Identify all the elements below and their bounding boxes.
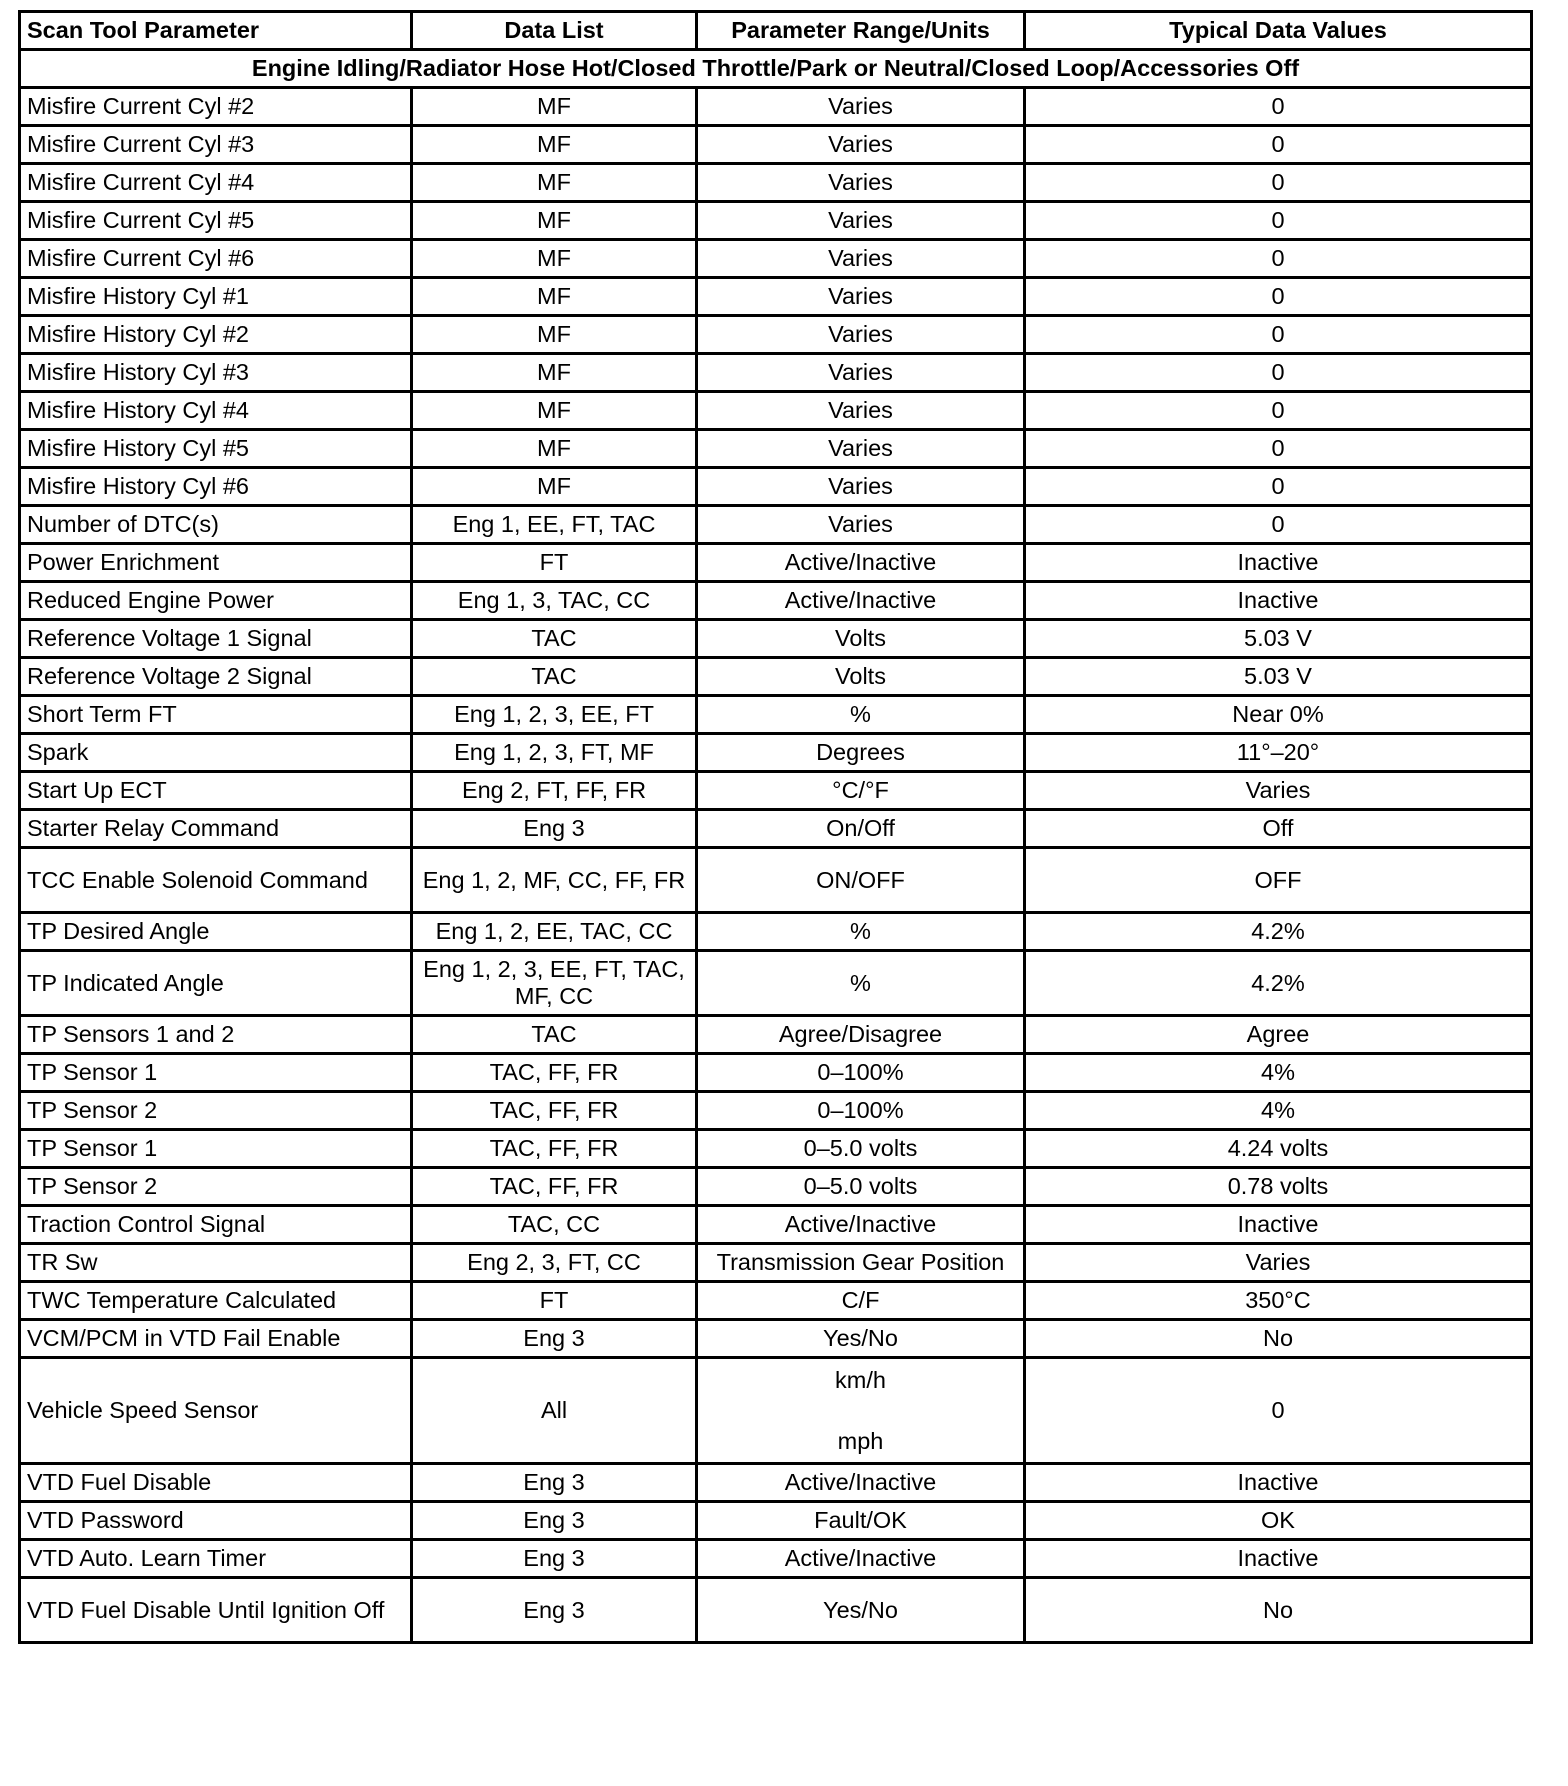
table-row — [20, 658, 1532, 696]
table-row — [20, 1092, 1532, 1130]
data-list-cell: TAC — [412, 1016, 697, 1054]
table-row — [20, 1578, 1532, 1643]
data-list-cell: TAC, FF, FR — [412, 1054, 697, 1092]
typical-value-cell: OK — [1025, 1502, 1532, 1540]
range-units-cell — [697, 1358, 1025, 1464]
table-row — [20, 544, 1532, 582]
typical-value-cell: 5.03 V — [1025, 620, 1532, 658]
typical-value-cell: 0 — [1025, 430, 1532, 468]
range-units-cell: Varies — [697, 240, 1025, 278]
range-units-cell: Varies — [697, 392, 1025, 430]
typical-value-cell: Inactive — [1025, 582, 1532, 620]
typical-value-cell: 0 — [1025, 506, 1532, 544]
data-list-cell: TAC, CC — [412, 1206, 697, 1244]
data-list-cell: Eng 1, EE, FT, TAC — [412, 506, 697, 544]
table-row — [20, 202, 1532, 240]
table-row — [20, 1168, 1532, 1206]
data-list-cell: Eng 2, FT, FF, FR — [412, 772, 697, 810]
parameter-cell: VCM/PCM in VTD Fail Enable — [20, 1320, 412, 1358]
range-units-cell: 0–5.0 volts — [697, 1130, 1025, 1168]
data-list-cell: TAC, FF, FR — [412, 1092, 697, 1130]
range-units-cell: Degrees — [697, 734, 1025, 772]
range-units-cell: Volts — [697, 620, 1025, 658]
typical-value-cell: 0 — [1025, 468, 1532, 506]
operating-condition-row — [20, 50, 1532, 88]
range-units-cell: °C/°F — [697, 772, 1025, 810]
parameter-cell: Misfire History Cyl #3 — [20, 354, 412, 392]
range-units-cell: Varies — [697, 506, 1025, 544]
parameter-cell: Misfire History Cyl #6 — [20, 468, 412, 506]
table-row — [20, 810, 1532, 848]
typical-value-cell: No — [1025, 1320, 1532, 1358]
table-row — [20, 354, 1532, 392]
range-units-cell: Varies — [697, 468, 1025, 506]
parameter-cell: Reduced Engine Power — [20, 582, 412, 620]
data-list-cell: Eng 1, 2, 3, EE, FT, TAC, MF, CC — [412, 951, 697, 1016]
table-row — [20, 506, 1532, 544]
data-list-cell: Eng 2, 3, FT, CC — [412, 1244, 697, 1282]
typical-value-cell: 0 — [1025, 316, 1532, 354]
table-row — [20, 164, 1532, 202]
header-typical-data-values: Typical Data Values — [1025, 12, 1532, 50]
typical-value-cell: 11°–20° — [1025, 734, 1532, 772]
parameter-cell: Reference Voltage 2 Signal — [20, 658, 412, 696]
typical-value-cell: Inactive — [1025, 544, 1532, 582]
range-units-cell: On/Off — [697, 810, 1025, 848]
data-list-cell: MF — [412, 164, 697, 202]
header-row — [20, 12, 1532, 50]
data-list-cell: MF — [412, 354, 697, 392]
table-row — [20, 1130, 1532, 1168]
parameter-cell: TP Sensor 2 — [20, 1092, 412, 1130]
data-list-cell: MF — [412, 468, 697, 506]
range-units-cell: C/F — [697, 1282, 1025, 1320]
table-row — [20, 278, 1532, 316]
range-units-cell: Fault/OK — [697, 1502, 1025, 1540]
table-row — [20, 468, 1532, 506]
range-units-cell: Varies — [697, 354, 1025, 392]
typical-value-cell: 0 — [1025, 1358, 1532, 1464]
data-list-cell: Eng 1, 3, TAC, CC — [412, 582, 697, 620]
parameter-cell: Traction Control Signal — [20, 1206, 412, 1244]
typical-value-cell: 0 — [1025, 278, 1532, 316]
parameter-cell: Starter Relay Command — [20, 810, 412, 848]
range-units-cell: Active/Inactive — [697, 582, 1025, 620]
range-units-cell: 0–5.0 volts — [697, 1168, 1025, 1206]
typical-value-cell: 0 — [1025, 392, 1532, 430]
data-list-cell: TAC — [412, 620, 697, 658]
typical-value-cell: 5.03 V — [1025, 658, 1532, 696]
typical-value-cell: Varies — [1025, 772, 1532, 810]
parameter-cell: TWC Temperature Calculated — [20, 1282, 412, 1320]
parameter-cell: VTD Fuel Disable Until Ignition Off — [20, 1578, 412, 1643]
data-list-cell: TAC, FF, FR — [412, 1130, 697, 1168]
scan-tool-data-table — [18, 10, 1533, 1644]
range-units-cell: Yes/No — [697, 1578, 1025, 1643]
data-list-cell: FT — [412, 544, 697, 582]
header-scan-tool-parameter: Scan Tool Parameter — [20, 12, 412, 50]
data-list-cell: MF — [412, 430, 697, 468]
parameter-cell: Vehicle Speed Sensor — [20, 1358, 412, 1464]
range-unit-spacer — [704, 1394, 1017, 1428]
data-list-cell: TAC — [412, 658, 697, 696]
parameter-cell: Misfire Current Cyl #3 — [20, 126, 412, 164]
typical-value-cell: Agree — [1025, 1016, 1532, 1054]
typical-value-cell: 4% — [1025, 1054, 1532, 1092]
parameter-cell: Misfire History Cyl #4 — [20, 392, 412, 430]
typical-value-cell: 350°C — [1025, 1282, 1532, 1320]
parameter-cell: Misfire Current Cyl #5 — [20, 202, 412, 240]
range-units-cell: Transmission Gear Position — [697, 1244, 1025, 1282]
typical-value-cell: Inactive — [1025, 1464, 1532, 1502]
data-list-cell: TAC, FF, FR — [412, 1168, 697, 1206]
data-list-cell: Eng 3 — [412, 1540, 697, 1578]
range-units-cell: Varies — [697, 88, 1025, 126]
table-row — [20, 734, 1532, 772]
range-units-cell: % — [697, 913, 1025, 951]
table-row — [20, 1320, 1532, 1358]
data-list-cell: MF — [412, 202, 697, 240]
data-list-cell: MF — [412, 316, 697, 354]
typical-value-cell: 0 — [1025, 202, 1532, 240]
parameter-cell: TP Sensor 1 — [20, 1054, 412, 1092]
typical-value-cell: 0 — [1025, 88, 1532, 126]
table-row — [20, 126, 1532, 164]
parameter-cell: Misfire History Cyl #5 — [20, 430, 412, 468]
typical-value-cell: No — [1025, 1578, 1532, 1643]
typical-value-cell: 0 — [1025, 126, 1532, 164]
typical-value-cell: 0 — [1025, 240, 1532, 278]
table-row — [20, 1464, 1532, 1502]
parameter-cell: TP Sensor 1 — [20, 1130, 412, 1168]
table-row — [20, 1502, 1532, 1540]
data-list-cell: MF — [412, 88, 697, 126]
data-list-cell: Eng 3 — [412, 1320, 697, 1358]
parameter-cell: TP Sensor 2 — [20, 1168, 412, 1206]
parameter-cell: Misfire Current Cyl #2 — [20, 88, 412, 126]
table-row — [20, 913, 1532, 951]
range-units-cell: ON/OFF — [697, 848, 1025, 913]
typical-value-cell: 4.24 volts — [1025, 1130, 1532, 1168]
data-list-cell: Eng 1, 2, EE, TAC, CC — [412, 913, 697, 951]
table-row — [20, 582, 1532, 620]
range-units-cell: 0–100% — [697, 1092, 1025, 1130]
header-parameter-range-units: Parameter Range/Units — [697, 12, 1025, 50]
table-row — [20, 1016, 1532, 1054]
operating-condition: Engine Idling/Radiator Hose Hot/Closed Throttle/Park or Neutral/Closed Loop/Accessories Off — [20, 50, 1532, 88]
typical-value-cell: Inactive — [1025, 1206, 1532, 1244]
range-units-cell: Active/Inactive — [697, 1206, 1025, 1244]
parameter-cell: TP Sensors 1 and 2 — [20, 1016, 412, 1054]
table-row — [20, 772, 1532, 810]
typical-value-cell: Inactive — [1025, 1540, 1532, 1578]
parameter-cell: Misfire History Cyl #2 — [20, 316, 412, 354]
parameter-cell: TR Sw — [20, 1244, 412, 1282]
range-unit-metric: km/h — [835, 1366, 886, 1393]
data-list-cell: Eng 3 — [412, 1464, 697, 1502]
parameter-cell: Misfire Current Cyl #6 — [20, 240, 412, 278]
data-list-cell: Eng 3 — [412, 810, 697, 848]
table-row — [20, 88, 1532, 126]
range-units-cell: Yes/No — [697, 1320, 1025, 1358]
range-units-cell: % — [697, 696, 1025, 734]
parameter-cell: VTD Password — [20, 1502, 412, 1540]
typical-value-cell: 4.2% — [1025, 913, 1532, 951]
data-list-cell: Eng 1, 2, 3, EE, FT — [412, 696, 697, 734]
table-row — [20, 316, 1532, 354]
typical-value-cell: 4.2% — [1025, 951, 1532, 1016]
parameter-cell: Reference Voltage 1 Signal — [20, 620, 412, 658]
parameter-cell: VTD Auto. Learn Timer — [20, 1540, 412, 1578]
table-row — [20, 392, 1532, 430]
table-row — [20, 240, 1532, 278]
parameter-cell: Misfire Current Cyl #4 — [20, 164, 412, 202]
range-units-cell: Varies — [697, 126, 1025, 164]
typical-value-cell: OFF — [1025, 848, 1532, 913]
parameter-cell: VTD Fuel Disable — [20, 1464, 412, 1502]
typical-value-cell: 0 — [1025, 164, 1532, 202]
parameter-cell: TP Desired Angle — [20, 913, 412, 951]
typical-value-cell: Near 0% — [1025, 696, 1532, 734]
typical-value-cell: 4% — [1025, 1092, 1532, 1130]
typical-value-cell: 0 — [1025, 354, 1532, 392]
data-list-cell: MF — [412, 240, 697, 278]
table-row — [20, 848, 1532, 913]
parameter-cell: Spark — [20, 734, 412, 772]
parameter-cell: Short Term FT — [20, 696, 412, 734]
table-row — [20, 620, 1532, 658]
table-row — [20, 1358, 1532, 1464]
range-units-cell: Varies — [697, 278, 1025, 316]
range-unit-imperial: mph — [837, 1427, 884, 1454]
data-list-cell: Eng 3 — [412, 1578, 697, 1643]
data-list-cell: MF — [412, 392, 697, 430]
typical-value-cell: Off — [1025, 810, 1532, 848]
range-units-cell: Varies — [697, 430, 1025, 468]
range-units-cell: Active/Inactive — [697, 1540, 1025, 1578]
parameter-cell: TCC Enable Solenoid Command — [20, 848, 412, 913]
range-units-cell: Varies — [697, 316, 1025, 354]
data-list-cell: Eng 3 — [412, 1502, 697, 1540]
table-row — [20, 1244, 1532, 1282]
range-units-cell: Agree/Disagree — [697, 1016, 1025, 1054]
data-list-cell: MF — [412, 278, 697, 316]
data-list-cell: Eng 1, 2, MF, CC, FF, FR — [412, 848, 697, 913]
parameter-cell: Number of DTC(s) — [20, 506, 412, 544]
typical-value-cell: 0.78 volts — [1025, 1168, 1532, 1206]
table-row — [20, 696, 1532, 734]
range-units-cell: Varies — [697, 202, 1025, 240]
typical-value-cell: Varies — [1025, 1244, 1532, 1282]
range-units-cell: Active/Inactive — [697, 1464, 1025, 1502]
range-units-cell: 0–100% — [697, 1054, 1025, 1092]
range-units-cell: % — [697, 951, 1025, 1016]
table-row — [20, 1054, 1532, 1092]
table-row — [20, 1540, 1532, 1578]
table-row — [20, 430, 1532, 468]
data-list-cell: All — [412, 1358, 697, 1464]
table-row — [20, 951, 1532, 1016]
parameter-cell: Power Enrichment — [20, 544, 412, 582]
parameter-cell: Misfire History Cyl #1 — [20, 278, 412, 316]
range-units-cell: Varies — [697, 164, 1025, 202]
range-units-cell: Volts — [697, 658, 1025, 696]
data-list-cell: FT — [412, 1282, 697, 1320]
parameter-cell: Start Up ECT — [20, 772, 412, 810]
table-row — [20, 1206, 1532, 1244]
range-units-cell: Active/Inactive — [697, 544, 1025, 582]
table-row — [20, 1282, 1532, 1320]
header-data-list: Data List — [412, 12, 697, 50]
data-list-cell: Eng 1, 2, 3, FT, MF — [412, 734, 697, 772]
data-list-cell: MF — [412, 126, 697, 164]
parameter-cell: TP Indicated Angle — [20, 951, 412, 1016]
